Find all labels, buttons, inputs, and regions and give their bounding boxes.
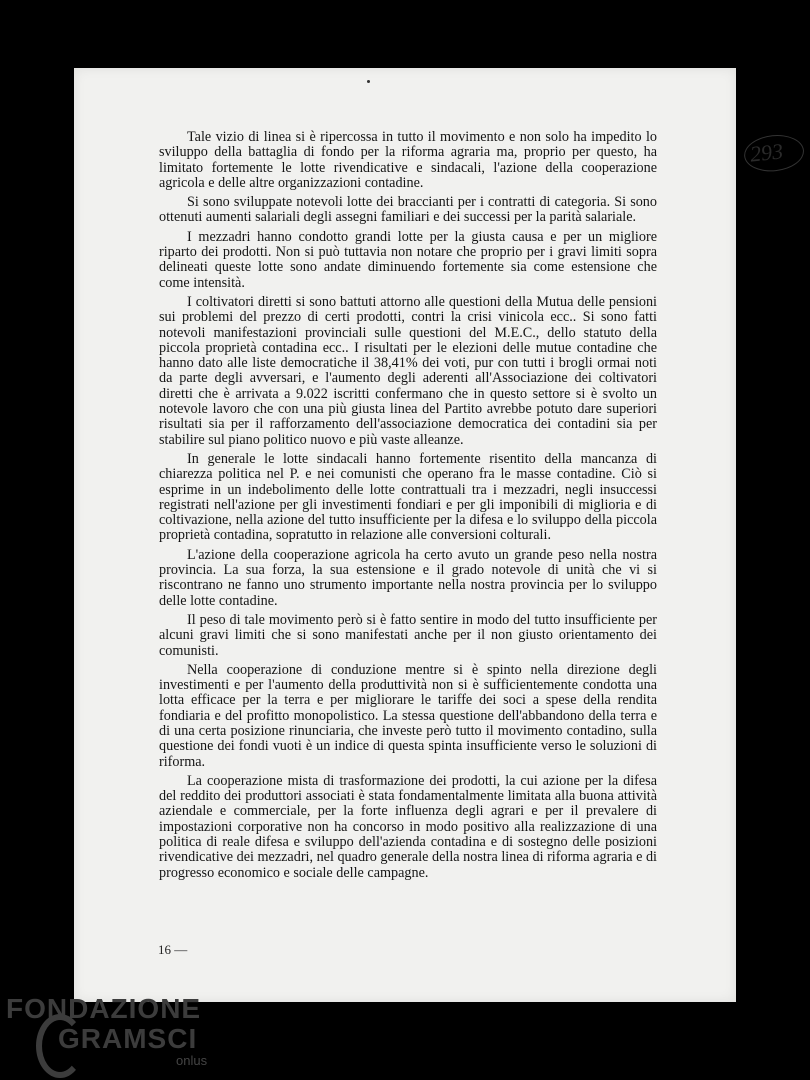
paragraph: In generale le lotte sindacali hanno fortemente risentito della mancanza di chiarezza politica nel P. e nei comunisti che operano fra le masse contadine. Ciò si esprime in un indebolimento delle lotte contrattuali tra i mezzadri, negli insuccessi registrati nell'azione per gli investimenti fondiari e per gli imponibili di miglioria e di coltivazione, nella azione del tutto insufficiente per la difesa e lo sviluppo della piccola proprietà contadina, sopratutto in relazione alle conversioni colturali. xyxy=(159,450,657,544)
paragraph: Tale vizio di linea si è ripercossa in tutto il movimento e non solo ha impedito lo sviluppo della battaglia di fondo per la riforma agraria ma, proprio per questo, ha limitato fortemente le lotte rivendicative e sindacali, l'azione della cooperazione agricola e delle altre organizzazioni contadine. xyxy=(159,129,657,191)
paragraph: Il peso di tale movimento però si è fatto sentire in modo del tutto insufficiente per alcuni gravi limiti che si sono manifestati anche per il non giusto orientamento dei comunisti. xyxy=(159,611,657,659)
paragraph: La cooperazione mista di trasformazione dei prodotti, la cui azione per la difesa del reddito dei produttori associati è stata fondamentalmente limitata alla buona attività aziendale e commerciale, per la forte influenza degli agrari e per il prevalere di impostazioni corporative non ha concorso in modo positivo alla realizzazione di una politica di reale difesa e sviluppo dell'azienda contadina e di sostegno delle posizioni rivendicative dei mezzadri, nel quadro generale della nostra linea di riforma agraria e di progresso economico e sociale delle campagne. xyxy=(159,772,657,881)
document-page xyxy=(74,68,785,1002)
logo-line2: GRAMSCI xyxy=(58,1023,198,1054)
annotation-number: 293 xyxy=(748,138,785,167)
annotation-circle xyxy=(742,132,805,174)
archive-annotation xyxy=(749,138,785,167)
paragraph: I coltivatori diretti si sono battuti attorno alle questioni della Mutua delle pensioni sui problemi del prezzo di certi prodotti, contri la crisi vinicola ecc.. Si sono fatti notevoli manifestazioni provinciali sulle questioni del M.E.C., dello statuto della piccola proprietà contadina ecc.. I risultati per le elezioni delle mutue contadine che hanno dato alle liste democratiche il 38,41% dei voti, pur con tutti i brogli ormai noti da parte degli avversari, e l'aumento degli aderenti all'Associazione dei coltivatori diretti che è arrivata a 9.022 iscritti confermano che in questo settore si è svolto un notevole lavoro che con una più giusta linea del Partito avrebbe potuto dare superiori risultati sia per il rafforzamento dell'associazione democratica dei contadini sia per stabilire sul piano politico nuovo e più vaste alleanze. xyxy=(159,293,657,448)
paragraph: Si sono sviluppate notevoli lotte dei braccianti per i contratti di categoria. Si sono ottenuti aumenti salariali degli assegni familiari e dei successi per la parità salariale. xyxy=(159,194,657,226)
page-number: 16 — xyxy=(158,942,188,957)
fondazione-gramsci-logo xyxy=(6,994,207,1068)
logo-line1: FONDAZIONE xyxy=(6,993,202,1024)
ink-speck xyxy=(367,80,370,83)
logo-line3: onlus xyxy=(176,1053,208,1068)
body-text xyxy=(159,130,657,885)
logo-g-arc xyxy=(36,1014,84,1078)
paragraph: L'azione della cooperazione agricola ha certo avuto un grande peso nella nostra provincia. La sua forza, la sua estensione e il grado notevole di unità che vi si riscontrano ne fanno uno strumento importante nella nostra provincia per lo sviluppo delle lotte contadine. xyxy=(159,546,657,609)
paragraph: I mezzadri hanno condotto grandi lotte per la giusta causa e per un migliore riparto dei prodotti. Non si può tuttavia non notare che proprio per i gravi limiti sopra delineati queste lotte sono andate diminuendo fortemente sia come estensione che come intensità. xyxy=(159,228,657,291)
paragraph: Nella cooperazione di conduzione mentre si è spinto nella direzione degli investimenti e per l'aumento della produttività non si è sufficientemente condotta una lotta efficace per la terra e per migliorare le tariffe dei soci a spese della rendita fondiaria e del profitto monopolistico. La stessa questione dell'abbandono della terra e di una certa posizione rinunciaria, che investe però tutto il movimento contadino, sulla questione dei fondi vuoti è un indice di questa spinta insufficiente verso le soluzioni di riforma. xyxy=(159,661,657,770)
